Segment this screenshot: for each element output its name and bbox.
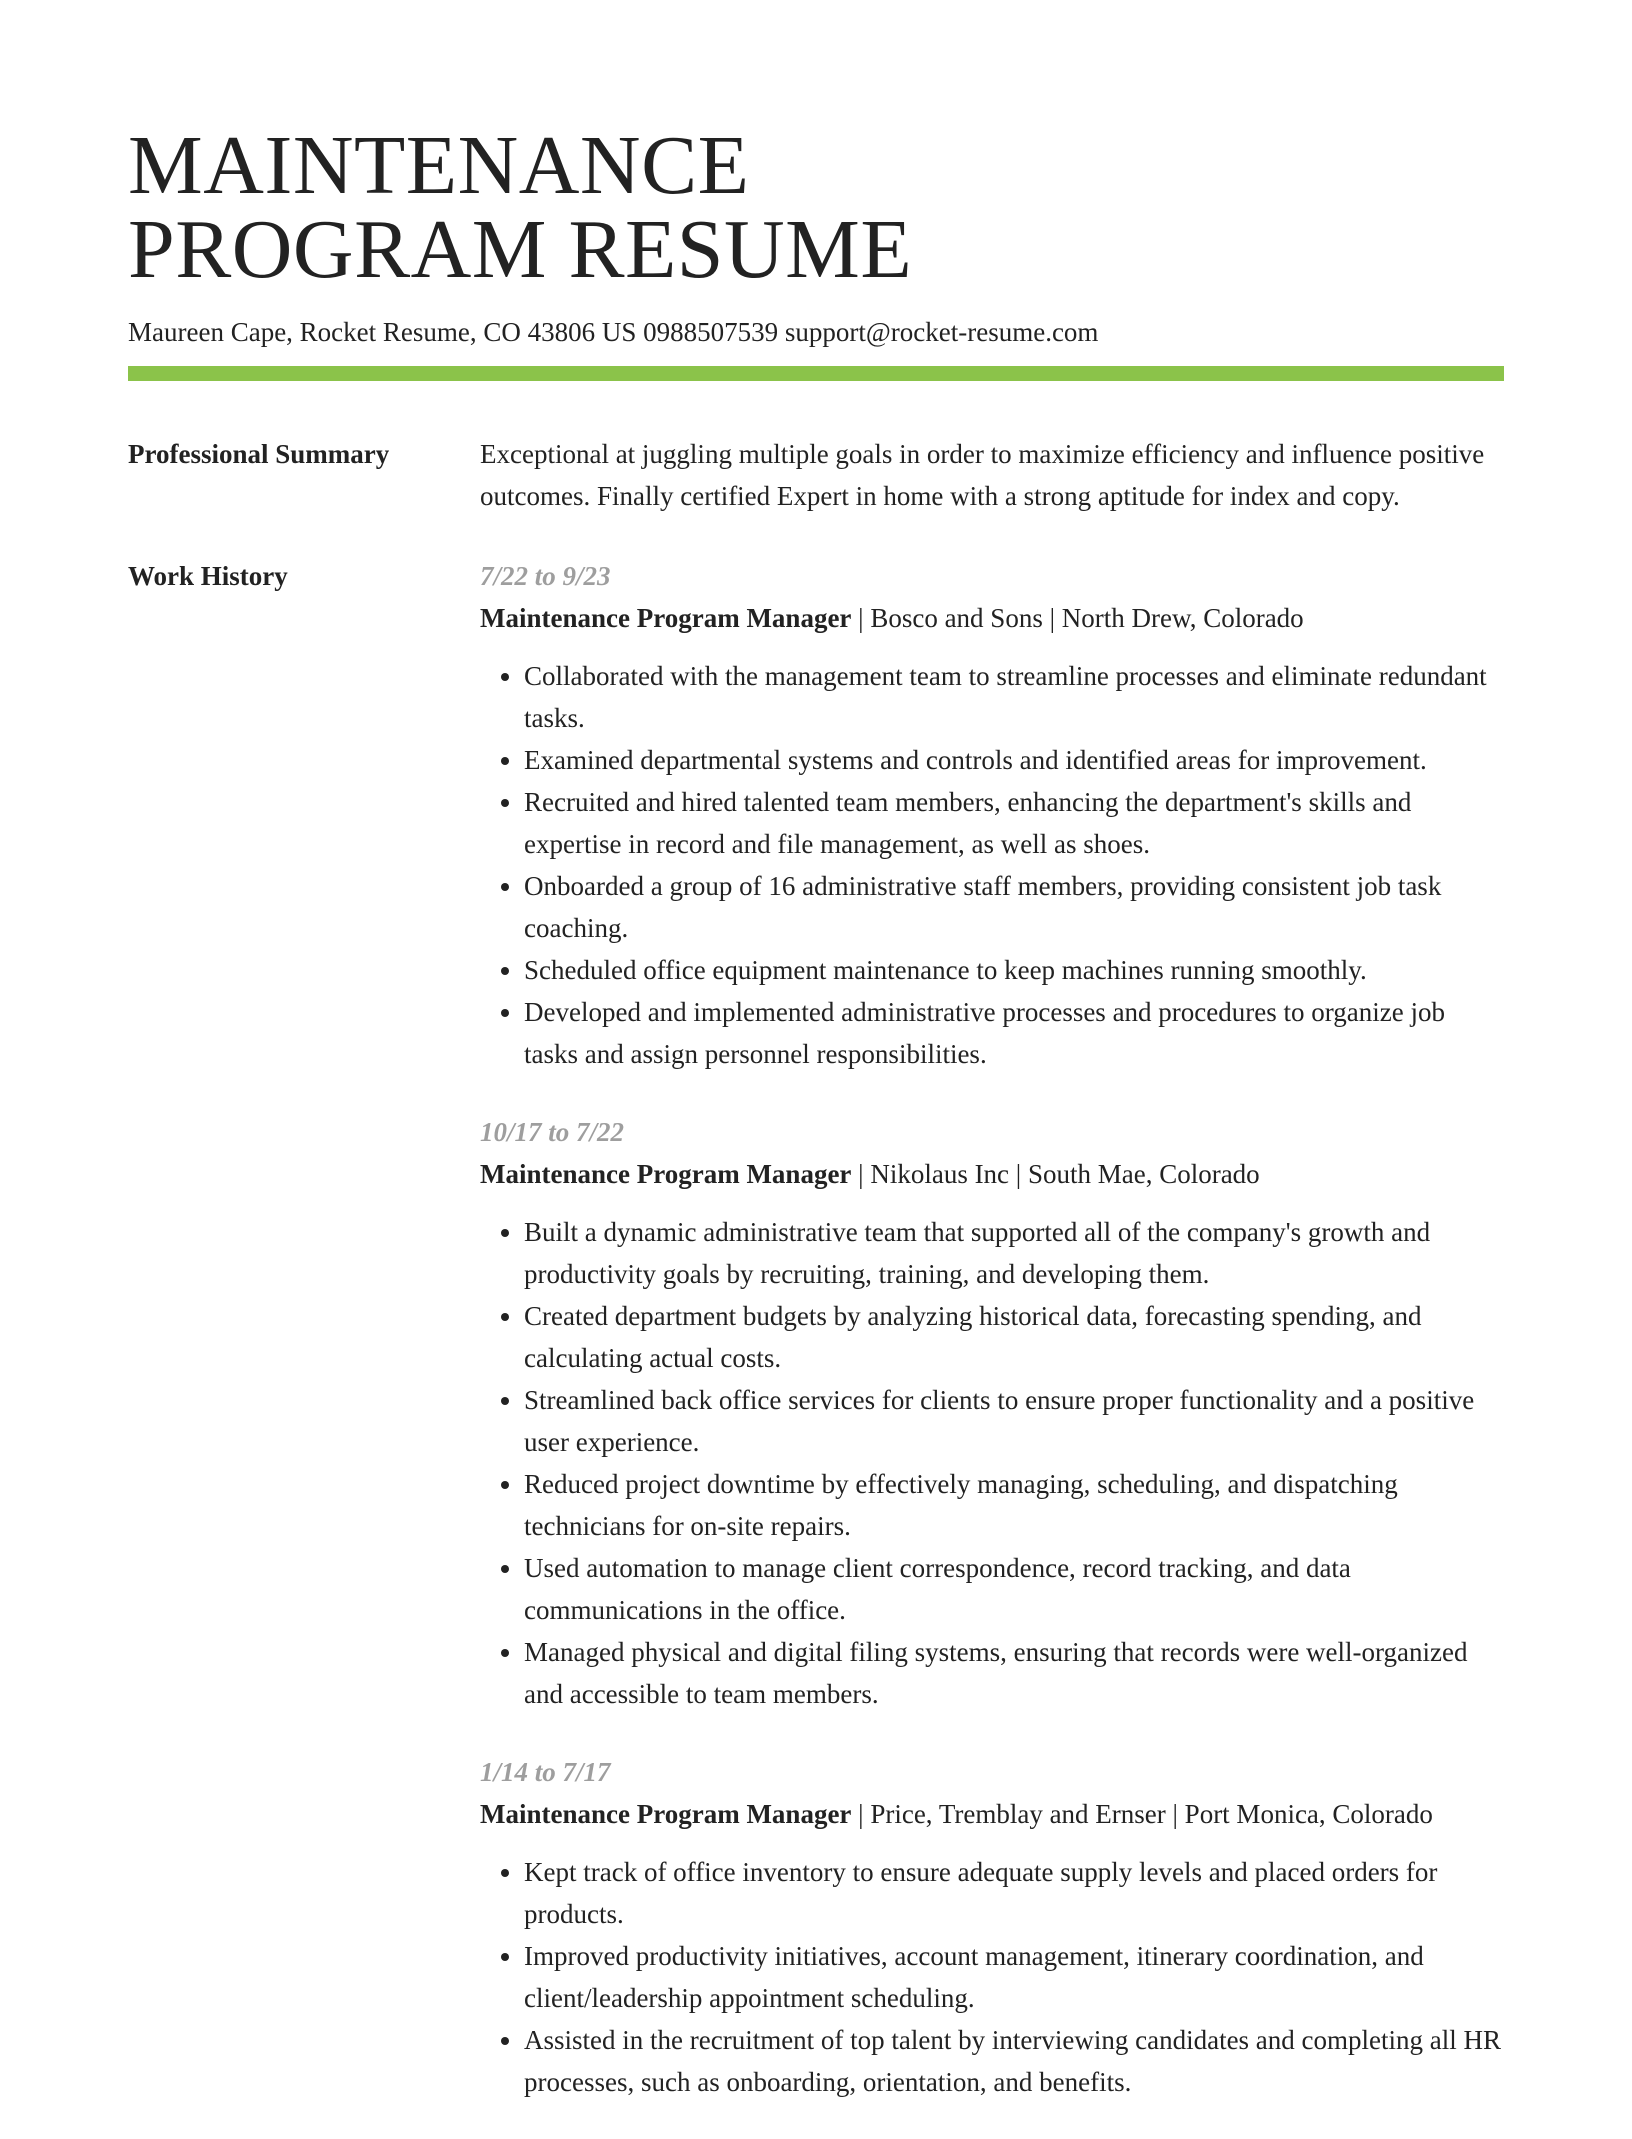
resume-title-line-1: MAINTENANCE (128, 119, 750, 212)
resume-page (128, 119, 1504, 2139)
job-bullet-item: • Streamlined back office services for clients to ensure proper functionality and a positive user experience. (524, 1379, 1504, 1463)
job-bullet-item: • Recruited and hired talented team members, enhancing the department's skills and expertise in record and file management, as well as shoes. (524, 781, 1504, 865)
resume-title-line-2: PROGRAM RESUME (128, 203, 913, 296)
contact-line: Maureen Cape, Rocket Resume, CO 43806 US 0988507539 support@rocket-resume.com (128, 317, 1099, 347)
job-company-location: | Nikolaus Inc | South Mae, Colorado (851, 1159, 1260, 1189)
job-bullet-item: • Managed physical and digital filing systems, ensuring that records were well-organized and accessible to team members. (524, 1631, 1504, 1715)
job-heading (480, 1153, 1504, 1195)
job-bullet-item: • Used automation to manage client correspondence, record tracking, and data communications in the office. (524, 1547, 1504, 1631)
job-entry (480, 555, 1504, 1075)
professional-summary-text: Exceptional at juggling multiple goals in order to maximize efficiency and influence positive outcomes. Finally certified Expert in home with a strong aptitude for index and copy. (480, 439, 1485, 511)
job-bullet-item: • Built a dynamic administrative team that supported all of the company's growth and productivity goals by recruiting, training, and developing them. (524, 1211, 1504, 1295)
work-history-body (480, 555, 1504, 2139)
job-title: Maintenance Program Manager (480, 603, 852, 633)
job-company-location: | Bosco and Sons | North Drew, Colorado (851, 603, 1304, 633)
job-bullet-item: • Collaborated with the management team to streamline processes and eliminate redundant tasks. (524, 655, 1504, 739)
professional-summary-section (128, 433, 1504, 517)
job-title: Maintenance Program Manager (480, 1159, 852, 1189)
job-dates: 10/17 to 7/22 (480, 1117, 625, 1147)
section-label-work-history: Work History (128, 561, 288, 591)
job-bullet-list (480, 1211, 1504, 1715)
job-bullet-item: • Scheduled office equipment maintenance to keep machines running smoothly. (524, 949, 1504, 991)
job-bullet-item: • Kept track of office inventory to ensure adequate supply levels and placed orders for products. (524, 1851, 1504, 1935)
job-bullet-item: • Assisted in the recruitment of top talent by interviewing candidates and completing all HR processes, such as onboarding, orientation, and benefits. (524, 2019, 1504, 2103)
job-bullet-item: • Developed and implemented administrative processes and procedures to organize job tasks and assign personnel responsibilities. (524, 991, 1504, 1075)
job-bullet-item: • Examined departmental systems and controls and identified areas for improvement. (524, 739, 1504, 781)
job-bullet-item: • Onboarded a group of 16 administrative staff members, providing consistent job task coaching. (524, 865, 1504, 949)
job-dates: 1/14 to 7/17 (480, 1757, 611, 1787)
resume-title (128, 119, 1504, 296)
job-bullet-item: • Created department budgets by analyzing historical data, forecasting spending, and calculating actual costs. (524, 1295, 1504, 1379)
accent-divider (128, 366, 1504, 381)
job-bullet-list (480, 655, 1504, 1075)
job-dates: 7/22 to 9/23 (480, 561, 611, 591)
job-bullet-list (480, 1851, 1504, 2103)
job-bullet-item: • Reduced project downtime by effectively managing, scheduling, and dispatching technicians for on-site repairs. (524, 1463, 1504, 1547)
work-history-section (128, 555, 1504, 2139)
job-heading (480, 1793, 1504, 1835)
job-entry (480, 1111, 1504, 1715)
job-entry (480, 1751, 1504, 2103)
job-company-location: | Price, Tremblay and Ernser | Port Monica, Colorado (851, 1799, 1433, 1829)
job-title: Maintenance Program Manager (480, 1799, 852, 1829)
section-label-professional-summary: Professional Summary (128, 439, 390, 469)
job-bullet-item: • Improved productivity initiatives, account management, itinerary coordination, and client/leadership appointment scheduling. (524, 1935, 1504, 2019)
professional-summary-body (480, 433, 1504, 517)
job-heading (480, 597, 1504, 639)
